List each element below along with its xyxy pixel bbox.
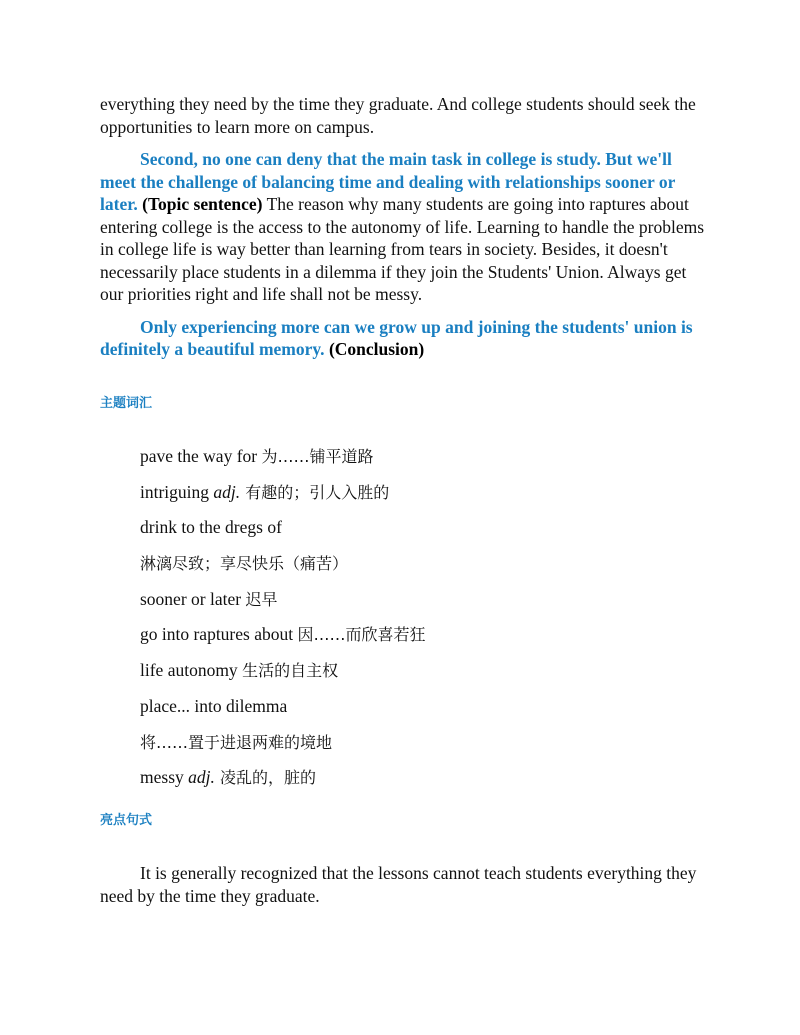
paragraph-body-text: The reason why many students are going into raptures about entering college is the access to the autonomy of life. Learning to handle the problems in college life is way better than learning from tears in society. Besides, it doesn't necessarily place students in a dilemma if they join the Students' Union. Always get our priorities right and life shall not be messy. [100, 194, 705, 304]
vocab-item: pave the way for 为……铺平道路 [140, 446, 374, 466]
vocab-item: 淋漓尽致；享尽快乐（痛苦） [140, 554, 349, 574]
topic-sentence-label: (Topic sentence) [142, 194, 263, 214]
highlights-heading: 亮点句式 [100, 812, 153, 828]
highlighted-topic-sentence: Second, no one can deny that the main task in college is study. But we'll meet the challenge of balancing time and dealing with relationships sooner or later. [100, 149, 676, 214]
vocab-item: 将……置于进退两难的境地 [140, 732, 333, 752]
document-page [100, 93, 705, 907]
vocab-item: drink to the dregs of [140, 517, 282, 538]
paragraph-conclusion [100, 316, 705, 361]
highlight-sentence: It is generally recognized that the lessons cannot teach students everything they need by the time they graduate. [100, 863, 697, 906]
highlighted-conclusion-sentence: Only experiencing more can we grow up and joining the students' union is definitely a beautiful memory. [100, 316, 693, 359]
vocab-item: sooner or later 迟早 [140, 588, 278, 609]
conclusion-label: (Conclusion) [328, 339, 425, 359]
vocab-item: intriguing adj. 有趣的；引人入胜的 [140, 481, 390, 502]
paragraph-body [100, 148, 705, 306]
vocabulary-list [140, 445, 705, 802]
vocabulary-heading: 主题词汇 [100, 395, 153, 411]
vocab-item: place... into dilemma [140, 695, 288, 716]
vocab-item: messy adj. 凌乱的，脏的 [140, 767, 316, 788]
paragraph-continuation: everything they need by the time they graduate. And college students should seek the opportunities to learn more on campus. [100, 94, 696, 137]
vocab-item: go into raptures about 因……而欣喜若狂 [140, 624, 426, 645]
vocab-item: life autonomy 生活的自主权 [140, 660, 339, 681]
